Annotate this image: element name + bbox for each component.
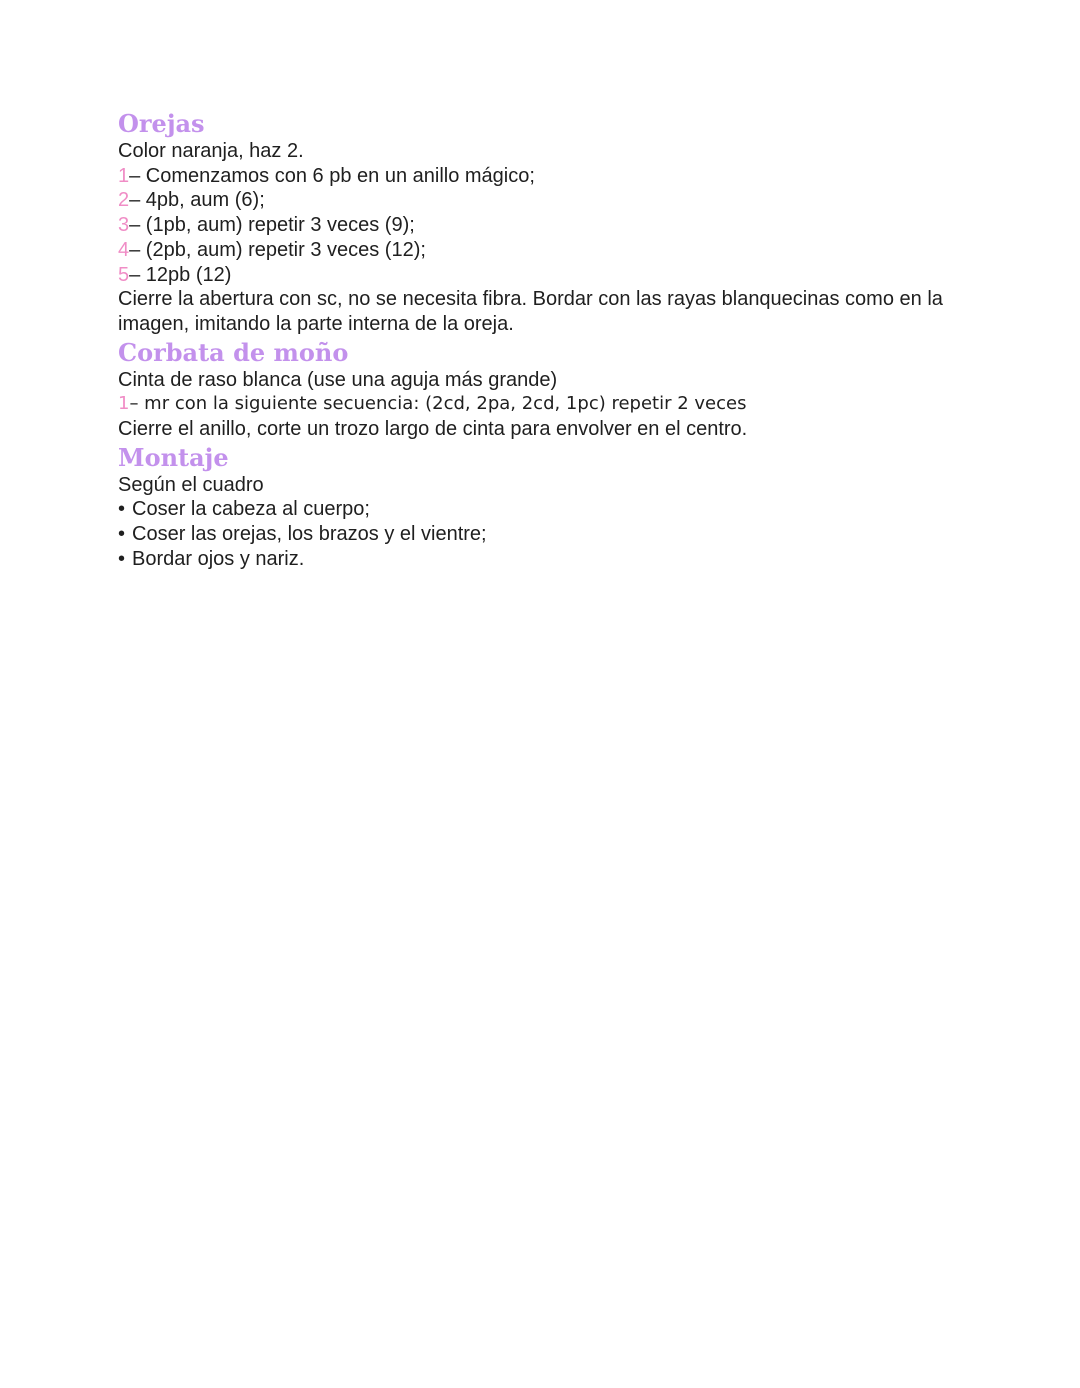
step-number: 2 <box>118 189 130 212</box>
section-note: Cierre el anillo, corte un trozo largo de cinta para envolver en el centro. <box>118 418 748 441</box>
step-line <box>118 263 978 288</box>
step-text: – Comenzamos con 6 pb en un anillo mágico; <box>129 164 535 187</box>
step-number: 5 <box>118 263 130 286</box>
step-number: 1 <box>118 393 130 415</box>
section-intro: Color naranja, haz 2. <box>118 140 304 162</box>
step-line <box>118 238 978 263</box>
section-heading-orejas: Orejas <box>118 109 205 138</box>
bullet-text: Coser la cabeza al cuerpo; <box>132 498 370 521</box>
bullet-text: Coser las orejas, los brazos y el vientre; <box>132 523 487 546</box>
step-number: 1 <box>118 164 130 187</box>
section-intro: Según el cuadro <box>118 473 264 496</box>
section-note: Cierre la abertura con sc, no se necesita fibra. Bordar con las rayas blanquecinas como en la imagen, imitando la parte interna de la oreja. <box>118 288 943 335</box>
bullet-item <box>118 522 978 547</box>
bullet-icon: • <box>118 523 126 546</box>
section-intro: Cinta de raso blanca (use una aguja más grande) <box>118 368 558 391</box>
step-text: – (2pb, aum) repetir 3 veces (12); <box>129 238 426 261</box>
section-heading-montaje: Montaje <box>118 442 229 472</box>
step-number: 4 <box>118 238 130 261</box>
step-line <box>118 164 978 189</box>
step-text: – 12pb (12) <box>129 263 232 286</box>
section-heading-corbata: Corbata de moño <box>118 337 349 367</box>
bullet-item <box>118 547 978 572</box>
step-line <box>118 392 978 417</box>
step-line <box>118 188 978 213</box>
bullet-item <box>118 497 978 522</box>
step-text: – 4pb, aum (6); <box>129 189 265 212</box>
step-number: 3 <box>118 214 130 237</box>
step-text: – (1pb, aum) repetir 3 veces (9); <box>129 214 415 237</box>
bullet-icon: • <box>118 547 126 570</box>
step-line <box>118 213 978 238</box>
bullet-text: Bordar ojos y nariz. <box>132 547 305 570</box>
document-page <box>118 108 978 572</box>
step-text: – mr con la siguiente secuencia: (2cd, 2pa, 2cd, 1pc) repetir 2 veces <box>129 393 747 415</box>
bullet-icon: • <box>118 498 126 521</box>
